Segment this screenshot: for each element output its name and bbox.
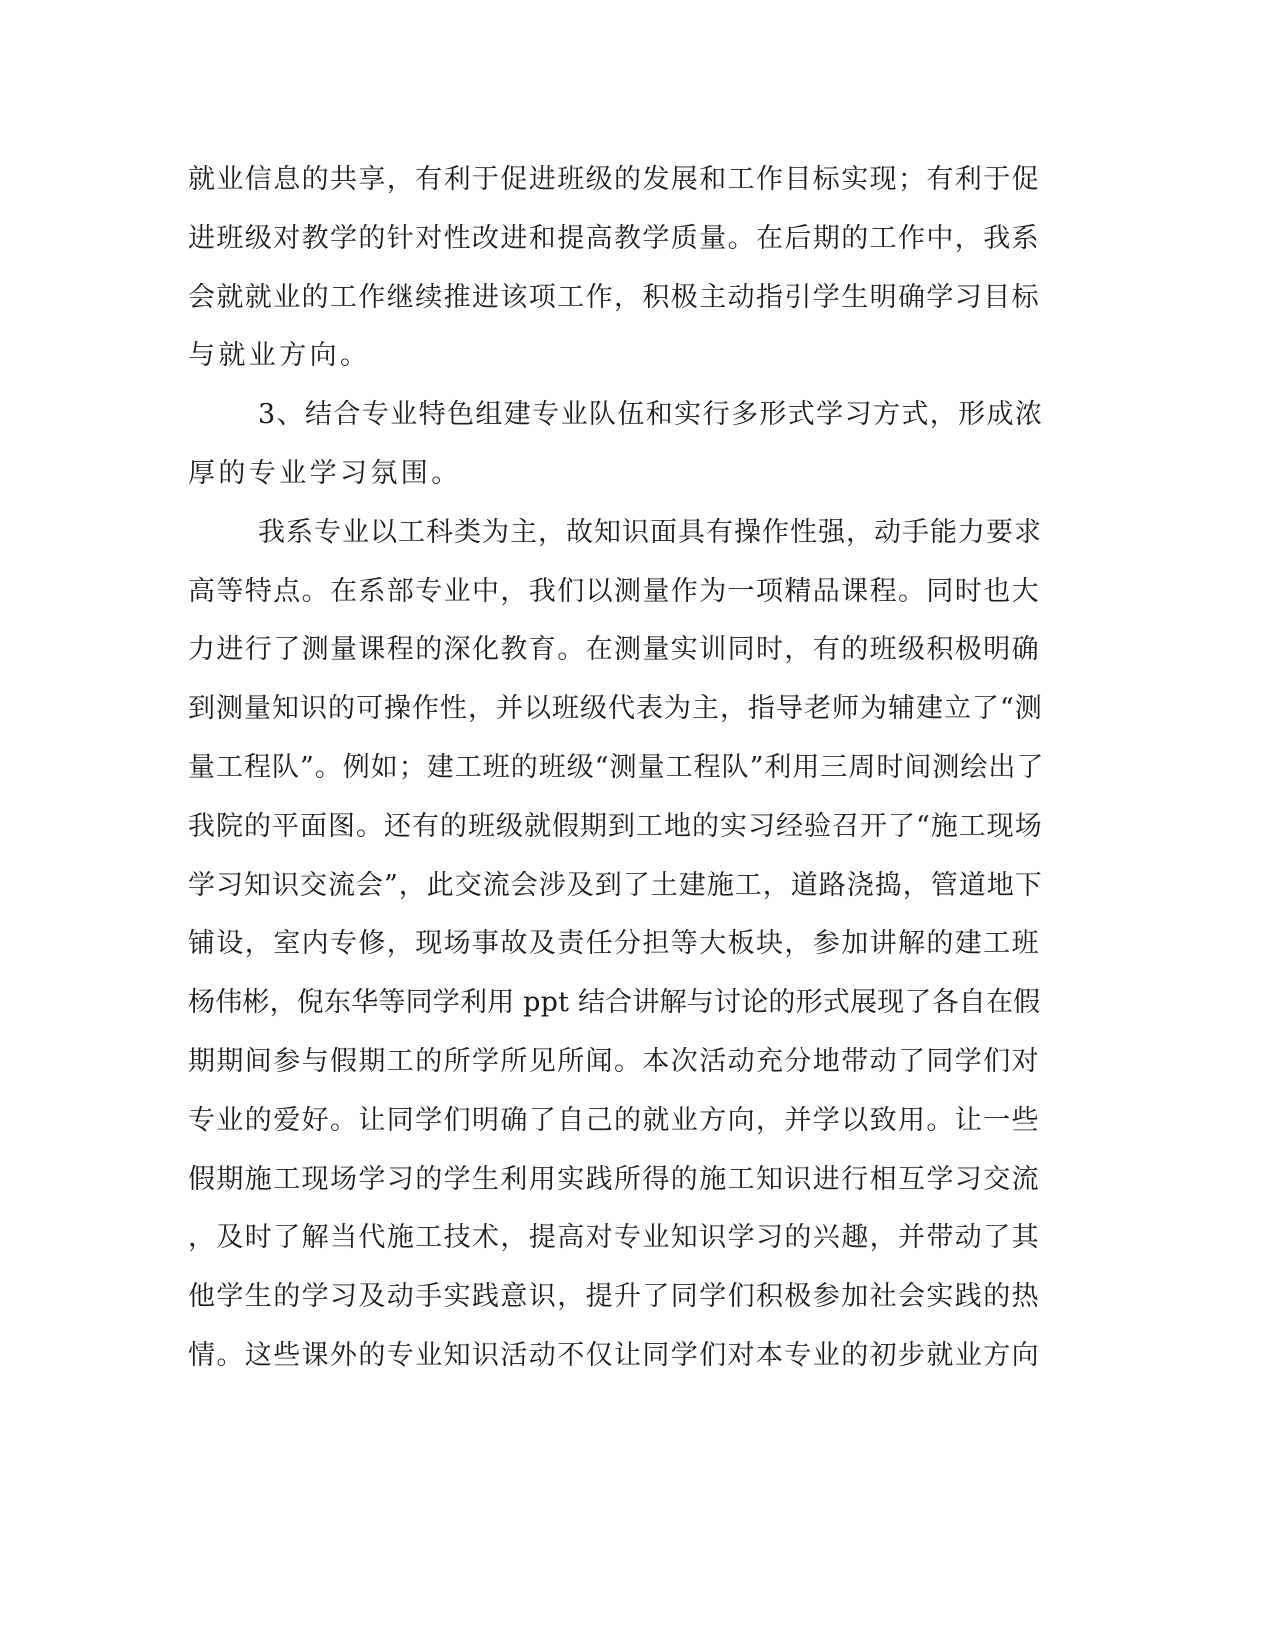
text-line-14: 铺设，室内专修，现场事故及责任分担等大板块，参加讲解的建工班 bbox=[188, 928, 1040, 959]
text-line-8: 高等特点。在系部专业中，我们以测量作为一项精品课程。同时也大 bbox=[188, 576, 1040, 607]
text-line-11: 量工程队”。例如；建工班的班级“测量工程队”利用三周时间测绘出了 bbox=[188, 752, 1045, 783]
text-line-2: 进班级对教学的针对性改进和提高教学质量。在后期的工作中，我系 bbox=[188, 223, 1040, 254]
text-line-12: 我院的平面图。还有的班级就假期到工地的实习经验召开了“施工现场 bbox=[188, 811, 1043, 842]
text-line-16: 期期间参与假期工的所学所见所闻。本次活动充分地带动了同学们对 bbox=[188, 1046, 1040, 1077]
text-line-6: 厚的专业学习氛围。 bbox=[188, 458, 462, 489]
text-line-10: 到测量知识的可操作性，并以班级代表为主，指导老师为辅建立了“测 bbox=[188, 693, 1043, 724]
text-line-3: 会就就业的工作继续推进该项工作，积极主动指引学生明确学习目标 bbox=[188, 282, 1040, 313]
text-line-1: 就业信息的共享，有利于促进班级的发展和工作目标实现；有利于促 bbox=[188, 164, 1040, 195]
text-line-4: 与就业方向。 bbox=[188, 340, 371, 371]
text-line-21: 情。这些课外的专业知识活动不仅让同学们对本专业的初步就业方向 bbox=[188, 1340, 1040, 1371]
text-line-19: ，及时了解当代施工技术，提高对专业知识学习的兴趣，并带动了其 bbox=[188, 1222, 1040, 1253]
text-line-18: 假期施工现场学习的学生利用实践所得的施工知识进行相互学习交流 bbox=[188, 1164, 1040, 1195]
text-line-13: 学习知识交流会”，此交流会涉及到了土建施工，道路浇捣，管道地下 bbox=[188, 870, 1043, 901]
text-line-15: 杨伟彬，倪东华等同学利用 ppt 结合讲解与讨论的形式展现了各自在假 bbox=[188, 987, 1041, 1018]
text-line-9: 力进行了测量课程的深化教育。在测量实训同时，有的班级积极明确 bbox=[188, 634, 1040, 665]
text-line-5: 3、结合专业特色组建专业队伍和实行多形式学习方式，形成浓 bbox=[258, 399, 1044, 430]
text-line-7: 我系专业以工科类为主，故知识面具有操作性强，动手能力要求 bbox=[258, 517, 1042, 548]
text-line-20: 他学生的学习及动手实践意识，提升了同学们积极参加社会实践的热 bbox=[188, 1281, 1040, 1312]
text-line-17: 专业的爱好。让同学们明确了自己的就业方向，并学以致用。让一些 bbox=[188, 1105, 1040, 1136]
